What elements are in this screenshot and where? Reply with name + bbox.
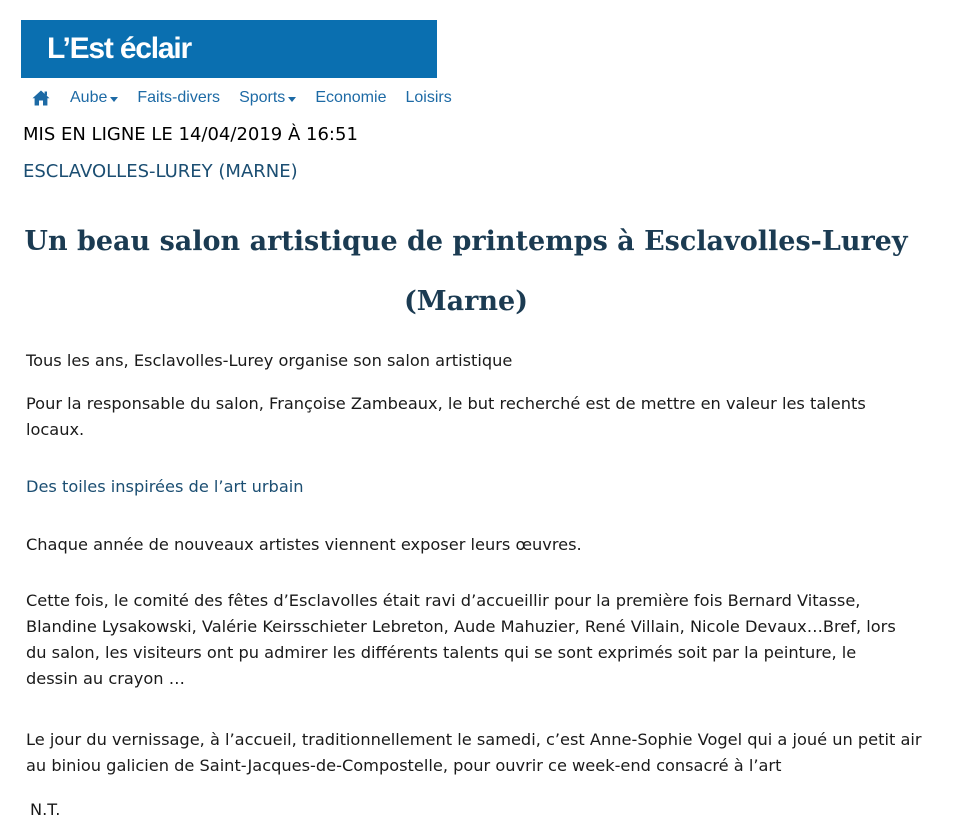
article-paragraph-2: Pour la responsable du salon, Françoise Zambeaux, le but recherché est de mettre en valeur les talents locaux. (26, 394, 866, 439)
article-paragraph-1: Tous les ans, Esclavolles-Lurey organise son salon artistique (26, 351, 513, 370)
nav-item-economie[interactable] (315, 89, 386, 107)
nav-item-label: Faits-divers (137, 89, 221, 106)
nav-item-label: Sports (239, 89, 286, 106)
site-logo-text: L’Est éclair (47, 32, 192, 65)
article-subheading: Des toiles inspirées de l’art urbain (26, 477, 304, 496)
nav-item-loisirs[interactable] (405, 89, 451, 107)
caret-down-icon (288, 97, 296, 102)
article-signature: N.T. (30, 800, 61, 819)
nav-item-label: Loisirs (405, 89, 452, 106)
article-location: ESCLAVOLLES-LUREY (MARNE) (23, 161, 298, 182)
site-logo-banner[interactable] (21, 20, 437, 78)
nav-item-faits-divers[interactable] (137, 89, 220, 107)
article-paragraph-5: Le jour du vernissage, à l’accueil, traditionnellement le samedi, c’est Anne-Sophie Vogel qui a joué un petit air au biniou galicien de Saint-Jacques-de-Compostelle, pour ouvrir ce week-end consacré à l’art (26, 730, 922, 775)
article-dateline: MIS EN LIGNE LE 14/04/2019 À 16:51 (23, 124, 358, 145)
article-paragraph-3: Chaque année de nouveaux artistes viennent exposer leurs œuvres. (26, 535, 582, 554)
article-headline (0, 212, 932, 332)
caret-down-icon (110, 97, 118, 102)
nav-item-aube[interactable] (70, 89, 118, 107)
nav-item-label: Aube (70, 89, 108, 106)
nav-item-sports[interactable] (239, 89, 296, 107)
home-icon[interactable] (32, 89, 50, 107)
nav-item-label: Economie (315, 89, 387, 106)
article-paragraph-4: Cette fois, le comité des fêtes d’Esclavolles était ravi d’accueillir pour la première fois Bernard Vitasse, Blandine Lysakowski, Valérie Keirsschieter Lebreton, Aude Mahuzier, René Villain, Nicole Devaux…Bref, lors du salon, les visiteurs ont pu admirer les différents talents qui se sont exprimés soit par la peinture, le dessin au crayon … (26, 591, 896, 688)
main-nav (32, 86, 452, 110)
article-headline-text: Un beau salon artistique de printemps à Esclavolles-Lurey (Marne) (24, 226, 908, 317)
